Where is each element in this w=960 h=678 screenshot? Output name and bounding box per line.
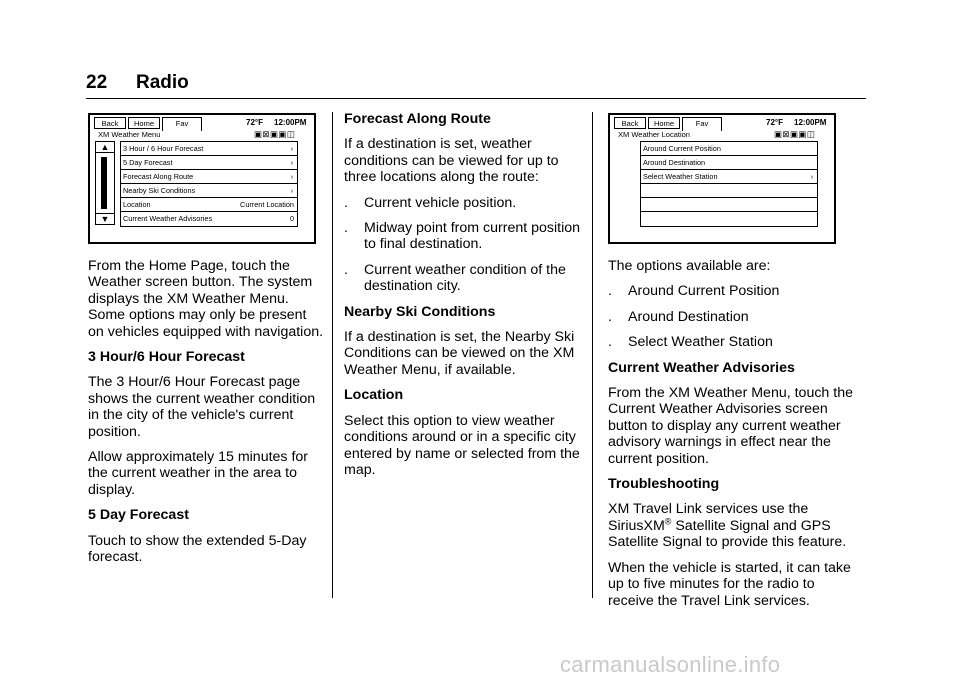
- weather-menu-list: [120, 141, 298, 227]
- subheading: Forecast Along Route: [344, 111, 491, 127]
- weather-menu-screen: [88, 113, 316, 244]
- list-item[interactable]: Current Weather Advisories 0: [121, 212, 297, 226]
- clock-readout: 12:00PM: [274, 118, 307, 127]
- paragraph: Select this option to view weather conditions around or in a specific city entered by name or selected from the map.: [344, 412, 580, 478]
- subheading: 3 Hour/6 Hour Forecast: [88, 349, 245, 366]
- fav-tab[interactable]: Fav: [162, 117, 202, 131]
- bullet-item: . Around Destination: [608, 308, 749, 325]
- header-rule: [86, 98, 866, 99]
- list-item[interactable]: [641, 184, 817, 198]
- page-header: [86, 72, 189, 94]
- list-item[interactable]: Around Destination: [641, 156, 817, 170]
- home-tab[interactable]: Home: [128, 117, 160, 129]
- advisory-count: 0: [289, 214, 294, 223]
- clock-readout: 12:00PM: [794, 118, 827, 127]
- temperature-readout: 72°F: [766, 118, 783, 127]
- chevron-right-icon: ›: [290, 144, 293, 153]
- status-icons: ▣⊠▣▣◫: [254, 129, 296, 139]
- scroll-track[interactable]: [95, 153, 115, 213]
- subheading: Location: [344, 387, 404, 404]
- bullet-item: . Select Weather Station: [608, 334, 773, 351]
- watermark: carmanualsonline.info: [560, 652, 781, 677]
- list-item[interactable]: Forecast Along Route ›: [121, 170, 297, 184]
- subheading: Nearby Ski Conditions: [344, 303, 496, 320]
- scroll-thumb[interactable]: [101, 157, 107, 209]
- list-item[interactable]: Nearby Ski Conditions ›: [121, 184, 297, 198]
- chevron-right-icon: ›: [290, 172, 293, 181]
- paragraph: Allow approximately 15 minutes for the current weather in the area to display.: [88, 449, 309, 498]
- list-item[interactable]: [641, 212, 817, 226]
- paragraph: If a destination is set, weather conditions can be viewed for up to three locations along the route:: [344, 136, 559, 186]
- subheading: Troubleshooting: [608, 476, 720, 493]
- list-item[interactable]: 3 Hour / 6 Hour Forecast ›: [121, 142, 297, 156]
- temperature-readout: 72°F: [246, 118, 263, 127]
- column-1: [88, 258, 324, 575]
- registered-mark: ®: [664, 516, 672, 527]
- status-icons: ▣⊠▣▣◫: [774, 129, 816, 139]
- subheading: Current Weather Advisories: [608, 359, 795, 376]
- column-3: [608, 258, 854, 618]
- scroll-down-button[interactable]: [95, 213, 115, 225]
- scroll-up-button[interactable]: [95, 141, 115, 153]
- paragraph: Touch to show the extended 5-Day forecast.: [88, 532, 307, 566]
- bullet-item: . Around Current Position: [608, 283, 780, 300]
- column-divider-2: [592, 112, 593, 598]
- list-item[interactable]: [641, 198, 817, 212]
- list-item[interactable]: Select Weather Station ›: [641, 170, 817, 184]
- paragraph: If a destination is set, the Nearby Ski Conditions can be viewed on the XM Weather Menu, if available.: [344, 329, 575, 378]
- location-value: Current Location: [240, 200, 294, 209]
- menu-title: XM Weather Menu: [98, 130, 161, 139]
- arrow-down-icon: ▼: [100, 214, 110, 224]
- weather-location-list: [640, 141, 818, 227]
- bullet-item: . Midway point from current position to final destination.: [344, 220, 581, 253]
- menu-title: XM Weather Location: [618, 130, 690, 139]
- column-divider-1: [332, 112, 333, 598]
- list-item[interactable]: Around Current Position: [641, 142, 817, 156]
- back-tab[interactable]: Back: [614, 117, 646, 129]
- column-2: [344, 111, 584, 487]
- chevron-right-icon: ›: [810, 172, 813, 181]
- section-title: Radio: [136, 72, 189, 93]
- list-item[interactable]: 5 Day Forecast ›: [121, 156, 297, 170]
- page-number: 22: [86, 72, 108, 93]
- menu-scrollbar[interactable]: [95, 141, 115, 225]
- chevron-right-icon: ›: [290, 186, 293, 195]
- arrow-up-icon: ▲: [100, 142, 110, 152]
- list-item[interactable]: Location Current Location: [121, 198, 297, 212]
- fav-tab[interactable]: Fav: [682, 117, 722, 131]
- paragraph: The 3 Hour/6 Hour Forecast page shows the current weather condition in the city of the vehicle's current position.: [88, 374, 316, 440]
- subheading: 5 Day Forecast: [88, 507, 189, 524]
- bullet-item: . Current weather condition of the destination city.: [344, 261, 566, 295]
- weather-location-screen: [608, 113, 836, 244]
- paragraph: From the Home Page, touch the Weather screen button. The system displays the XM Weather Menu. Some options may only be present on vehicles equipped with navigation.: [88, 258, 324, 340]
- paragraph: From the XM Weather Menu, touch the Current Weather Advisories screen button to display any current weather advisory warnings in effect near the current position.: [608, 385, 853, 467]
- paragraph: XM Travel Link services use the SiriusXM® Satellite Signal and GPS Satellite Signal to provide this feature.: [608, 501, 847, 551]
- home-tab[interactable]: Home: [648, 117, 680, 129]
- chevron-right-icon: ›: [290, 158, 293, 167]
- back-tab[interactable]: Back: [94, 117, 126, 129]
- bullet-item: . Current vehicle position.: [344, 194, 517, 211]
- paragraph: The options available are:: [608, 258, 771, 274]
- paragraph: When the vehicle is started, it can take up to five minutes for the radio to receive the Travel Link services.: [608, 559, 851, 609]
